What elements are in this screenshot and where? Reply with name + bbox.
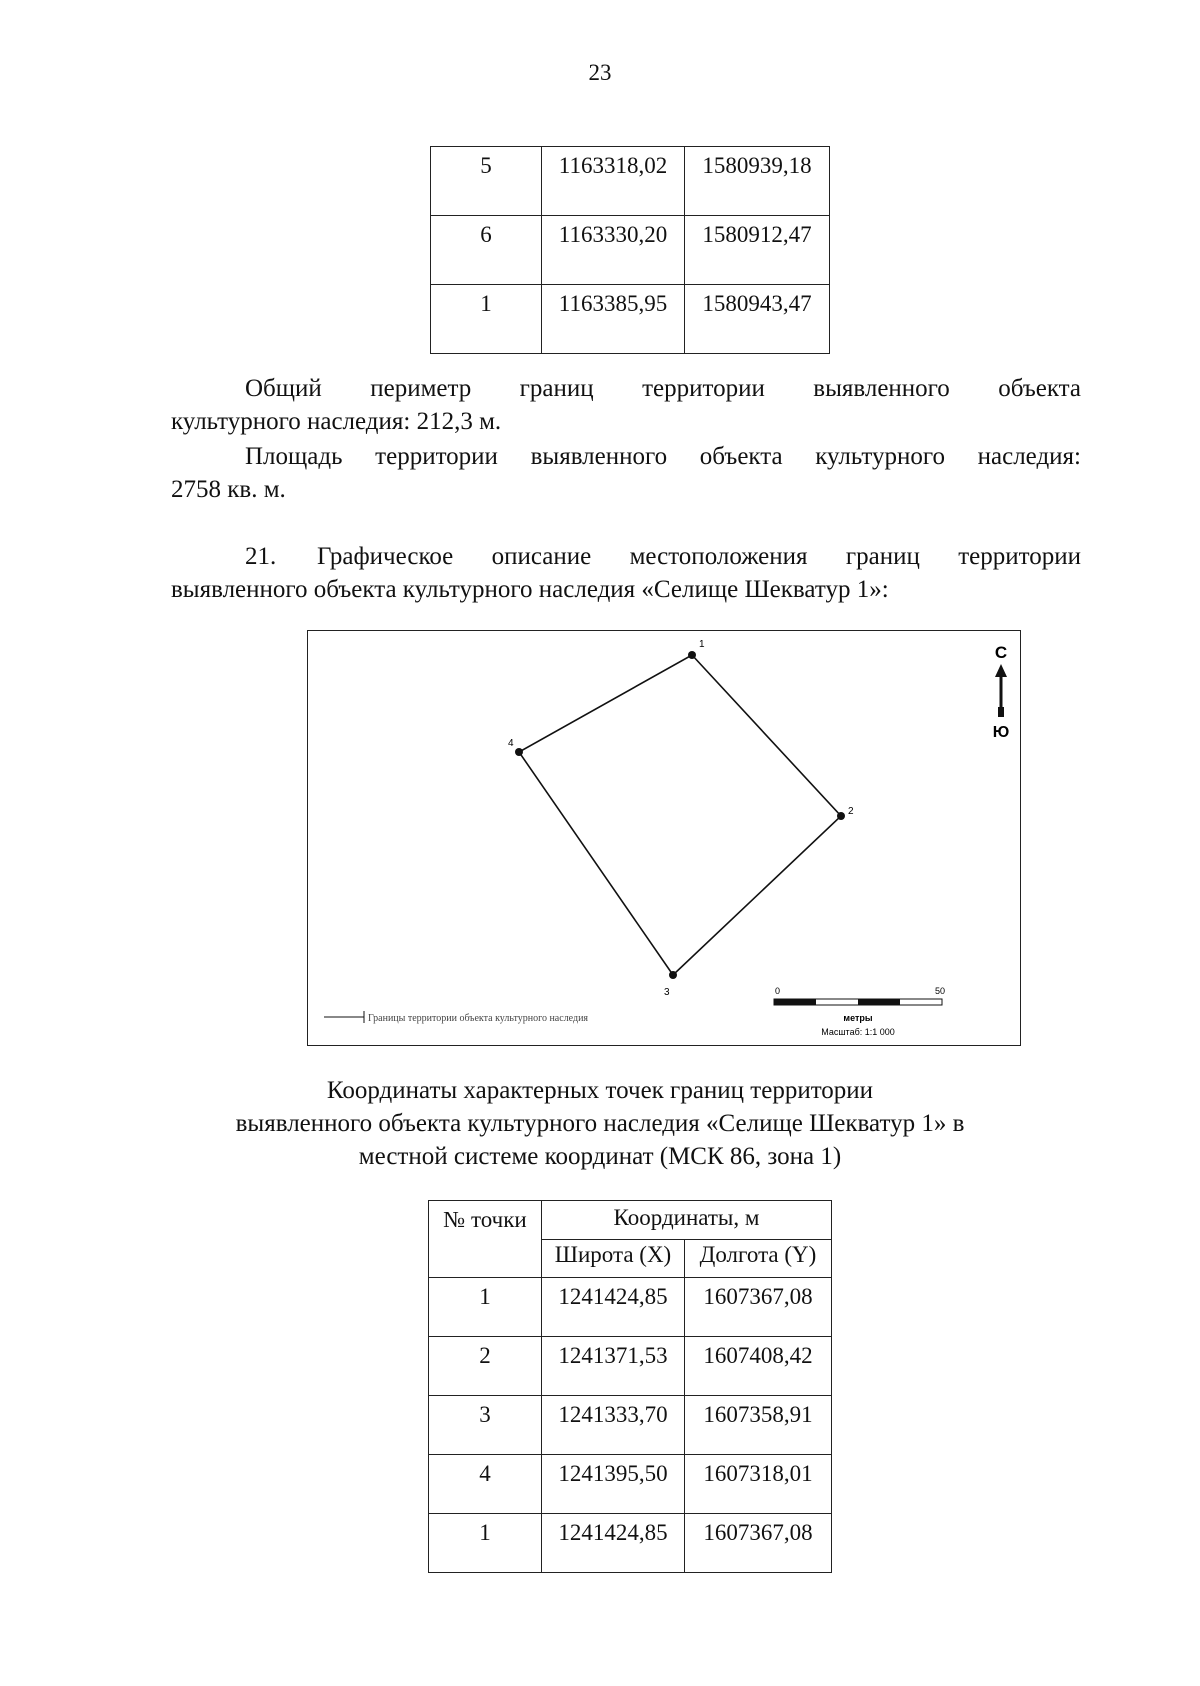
point-number-cell: 5 — [431, 147, 542, 216]
perimeter-word: территории — [642, 375, 765, 402]
perimeter-paragraph — [171, 372, 1081, 438]
y-coordinate-cell: 1607367,08 — [685, 1278, 832, 1337]
boundary-point-marker — [837, 812, 845, 820]
page-number: 23 — [588, 60, 612, 85]
header-point-number: № точки — [429, 1201, 542, 1278]
header-latitude-x: Широта (X) — [542, 1239, 685, 1278]
section-number: 21. — [245, 543, 277, 570]
y-coordinate-cell: 1607408,42 — [685, 1337, 832, 1396]
table-row — [429, 1514, 832, 1573]
caption-line: выявленного объекта культурного наследия «Селище Шекватур 1» в — [235, 1110, 965, 1137]
north-label: С — [994, 643, 1008, 662]
boundary-point-marker — [669, 971, 677, 979]
y-coordinate-cell: 1607318,01 — [685, 1455, 832, 1514]
boundary-point-marker — [515, 748, 523, 756]
perimeter-word: периметр — [370, 375, 472, 402]
y-coordinate-cell: 1580943,47 — [685, 285, 830, 354]
header-coordinates: Координаты, м — [542, 1201, 832, 1240]
point-label: 2 — [848, 806, 854, 817]
legend-label: Границы территории объекта культурного наследия — [368, 1013, 589, 1024]
point-label: 4 — [508, 738, 514, 749]
y-coordinate-cell: 1607358,91 — [685, 1396, 832, 1455]
y-coordinate-cell: 1580912,47 — [685, 216, 830, 285]
north-arrow-icon — [993, 643, 1010, 741]
point-number-cell: 2 — [429, 1337, 542, 1396]
point-number-cell: 4 — [429, 1455, 542, 1514]
boundary-point-marker — [688, 651, 696, 659]
point-label: 3 — [664, 987, 670, 998]
x-coordinate-cell: 1163385,95 — [542, 285, 685, 354]
y-coordinate-cell: 1607367,08 — [685, 1514, 832, 1573]
point-number-cell: 1 — [429, 1278, 542, 1337]
perimeter-word: объекта — [998, 375, 1081, 402]
section-heading — [171, 540, 1081, 606]
table-row — [429, 1278, 832, 1337]
area-second-line: 2758 кв. м. — [171, 476, 286, 503]
table-row — [431, 216, 830, 285]
y-coordinate-cell: 1580939,18 — [685, 147, 830, 216]
x-coordinate-cell: 1163330,20 — [542, 216, 685, 285]
caption-line: местной системе координат (МСК 86, зона 1) — [358, 1143, 842, 1170]
scale-ratio-label: Масштаб: 1:1 000 — [821, 1027, 895, 1037]
perimeter-word: выявленного — [813, 375, 950, 402]
coordinates-table — [428, 1200, 832, 1573]
table-row — [429, 1337, 832, 1396]
continued-coordinates-table — [430, 146, 830, 354]
perimeter-word: границ — [519, 375, 594, 402]
point-number-cell: 3 — [429, 1396, 542, 1455]
boundary-map-svg — [308, 631, 1020, 1045]
table-row — [429, 1396, 832, 1455]
x-coordinate-cell: 1241424,85 — [542, 1514, 685, 1573]
table-row — [429, 1455, 832, 1514]
table-row — [431, 285, 830, 354]
point-number-cell: 1 — [429, 1514, 542, 1573]
scale-start-label: 0 — [775, 986, 781, 996]
section-title-start: Графическое описание местоположения границ территории — [317, 543, 1081, 570]
scale-unit-label: метры — [843, 1013, 873, 1023]
x-coordinate-cell: 1163318,02 — [542, 147, 685, 216]
caption-line: Координаты характерных точек границ территории — [326, 1077, 874, 1104]
territory-boundary-polygon — [519, 655, 841, 975]
map-legend — [324, 1011, 588, 1024]
x-coordinate-cell: 1241371,53 — [542, 1337, 685, 1396]
area-first-line: Площадь территории выявленного объекта культурного наследия: — [245, 443, 1081, 470]
section-first-line — [171, 540, 1081, 573]
table-row — [431, 147, 830, 216]
perimeter-second-line: культурного наследия: 212,3 м. — [171, 408, 502, 435]
south-label: Ю — [992, 724, 1010, 741]
boundary-map — [307, 630, 1021, 1046]
point-label: 1 — [699, 639, 705, 650]
scale-end-label: 50 — [935, 986, 946, 996]
coordinates-caption — [0, 1074, 1200, 1173]
x-coordinate-cell: 1241424,85 — [542, 1278, 685, 1337]
table-header-row — [429, 1201, 832, 1240]
point-number-cell: 6 — [431, 216, 542, 285]
point-number-cell: 1 — [431, 285, 542, 354]
header-longitude-y: Долгота (Y) — [685, 1239, 832, 1278]
perimeter-first-line — [171, 372, 1081, 405]
scale-bar — [774, 986, 945, 1037]
x-coordinate-cell: 1241395,50 — [542, 1455, 685, 1514]
perimeter-word: Общий — [245, 375, 322, 402]
x-coordinate-cell: 1241333,70 — [542, 1396, 685, 1455]
section-second-line: выявленного объекта культурного наследия «Селище Шекватур 1»: — [171, 576, 889, 603]
area-paragraph — [171, 440, 1081, 506]
